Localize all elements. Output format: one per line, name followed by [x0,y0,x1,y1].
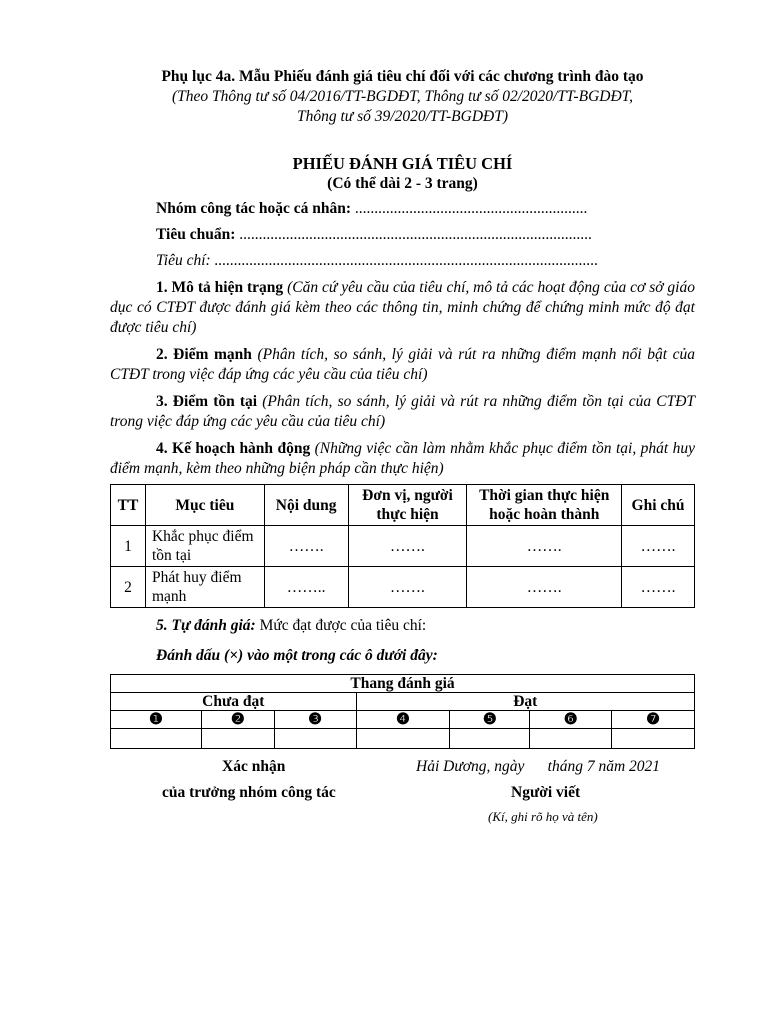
confirm-label: Xác nhận [222,758,286,775]
mark-box-7[interactable] [612,729,695,749]
standard-label: Tiêu chuẩn: [156,226,236,243]
document-page [110,66,695,827]
section-4 [110,439,695,479]
met-label: Đạt [356,693,694,711]
level-6-icon: ❻ [530,711,612,729]
table-row [111,567,695,608]
level-4-icon: ❹ [356,711,450,729]
table-cell: ……. [348,567,467,608]
section-2-heading: 2. Điểm mạnh [156,346,252,363]
mark-box-1[interactable] [111,729,202,749]
annex-subtitle-line-2: Thông tư số 39/2020/TT-BGDĐT) [297,108,508,125]
rating-level-row [111,711,695,729]
section-2-body: (Phân tích, so sánh, lý giải và rút ra những điểm mạnh nổi bật của CTĐT trong việc đáp ứng các yêu cầu của tiêu chí) [110,346,695,383]
header-cell: Mục tiêu [145,485,264,526]
table-cell: ……. [622,526,695,567]
writer-note: (Kí, ghi rõ họ và tên) [488,809,598,824]
level-5-icon: ❺ [450,711,530,729]
form-subtitle: (Có thể dài 2 - 3 trang) [327,175,478,192]
section-1-heading: 1. Mô tả hiện trạng [156,279,284,296]
section-5-body: Mức đạt được của tiêu chí: [255,617,427,634]
header-cell: TT [111,485,146,526]
table-cell: 1 [111,526,146,567]
mark-box-3[interactable] [274,729,356,749]
header-cell: Ghi chú [622,485,695,526]
rating-mark-row [111,729,695,749]
action-plan-table [110,484,695,608]
standard-field [110,225,695,245]
rating-title-row [111,675,695,693]
group-field [110,199,695,219]
group-dots: ............................................................ [351,200,588,217]
mark-box-6[interactable] [530,729,612,749]
section-3 [110,392,695,432]
writer-label: Người viết [511,784,581,801]
section-3-heading: 3. Điểm tồn tại [156,393,258,410]
table-cell: 2 [111,567,146,608]
mark-box-4[interactable] [356,729,450,749]
table-cell: ……. [467,567,622,608]
section-4-body: (Những việc cần làm nhằm khắc phục điểm tồn tại, phát huy điểm mạnh, kèm theo những biện pháp cần thực hiện) [110,440,695,477]
table-cell: ……. [264,526,348,567]
criterion-dots: ................................................................................................... [210,252,599,269]
table-cell: ……. [348,526,467,567]
section-5-heading: 5. Tự đánh giá: [156,617,256,634]
group-label: Nhóm công tác hoặc cá nhân: [156,200,352,217]
section-5 [110,616,695,636]
section-1-body: (Căn cứ yêu cầu của tiêu chí, mô tả các hoạt động của cơ sở giáo dục có CTĐT được đánh giá kèm theo các thông tin, minh chứng để chứng minh mức độ đạt được tiêu chí) [110,279,695,336]
place-date: Hải Dương, ngày tháng 7 năm 2021 [416,758,661,775]
section-1 [110,278,695,338]
level-3-icon: ❸ [274,711,356,729]
table-cell: ……. [467,526,622,567]
signature-block [110,757,695,827]
table-cell: Khắc phục điểm tồn tại [145,526,264,567]
header-cell: Nội dung [264,485,348,526]
form-title: PHIẾU ĐÁNH GIÁ TIÊU CHÍ [292,154,513,173]
section-4-heading: 4. Kế hoạch hành động [156,440,311,457]
rating-group-row [111,693,695,711]
table-row [111,526,695,567]
level-7-icon: ❼ [612,711,695,729]
header-cell: Đơn vị, người thực hiện [348,485,467,526]
standard-dots: ........................................................................................... [235,226,592,243]
section-2 [110,345,695,385]
mark-box-2[interactable] [201,729,274,749]
table-cell: …….. [264,567,348,608]
confirm-by-label: của trưởng nhóm công tác [162,784,336,801]
level-1-icon: ❶ [111,711,202,729]
criterion-label: Tiêu chí: [156,252,211,269]
not-met-label: Chưa đạt [111,693,357,711]
section-3-body: (Phân tích, so sánh, lý giải và rút ra những điểm tồn tại của CTĐT trong việc đáp ứng các yêu cầu của tiêu chí) [110,393,696,430]
level-2-icon: ❷ [201,711,274,729]
mark-instruction: Đánh dấu (×) vào một trong các ô dưới đây: [156,647,438,664]
annex-title: Phụ lục 4a. Mẫu Phiếu đánh giá tiêu chí đối với các chương trình đào tạo [161,68,644,85]
annex-subtitle-line-1: (Theo Thông tư số 04/2016/TT-BGDĐT, Thông tư số 02/2020/TT-BGDĐT, [171,88,633,105]
rating-scale-title: Thang đánh giá [111,675,695,693]
mark-box-5[interactable] [450,729,530,749]
table-header-row [111,485,695,526]
table-cell: Phát huy điểm mạnh [145,567,264,608]
rating-scale-table [110,674,695,749]
table-cell: ……. [622,567,695,608]
header-cell: Thời gian thực hiện hoặc hoàn thành [467,485,622,526]
criterion-field [110,251,695,271]
